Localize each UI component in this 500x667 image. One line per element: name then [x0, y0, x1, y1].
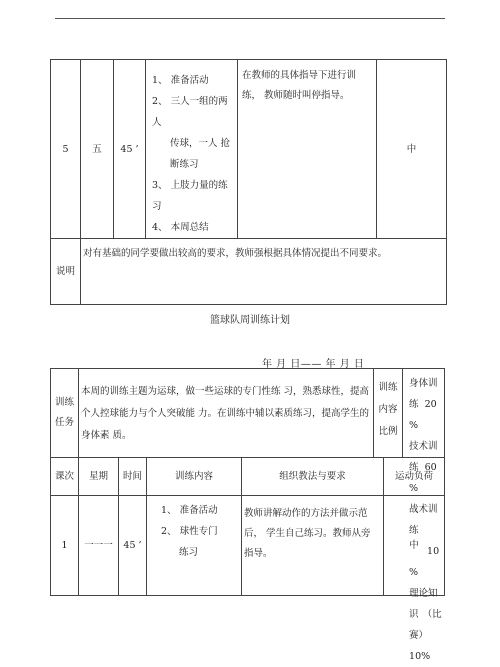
training-table-2 — [50, 368, 445, 662]
content-item: 1、 准备活动 — [152, 75, 209, 86]
content-item: 4、 本周总结 — [152, 222, 209, 233]
content-item: 传球，一人 抢 — [170, 138, 231, 149]
header-time: 时间 — [119, 458, 147, 496]
weekday: 一一一 — [79, 496, 119, 596]
training-content — [146, 60, 238, 239]
task-row — [51, 369, 445, 458]
exercise-load: 中 — [384, 496, 445, 596]
weekday: 五 — [81, 60, 114, 239]
teaching-method: 教师讲解动作的方法并做示范后， 学生自己练习。教师从旁指导。 — [242, 496, 384, 596]
content-item: 练习 — [179, 547, 199, 558]
content-item: 2、 三人一组的两 人 — [152, 96, 228, 128]
duration: 45 ’ — [119, 496, 147, 596]
header-load: 运动负荷 — [384, 458, 445, 496]
ratio-label: 训练内容比例 — [374, 369, 403, 457]
document-title: 篮球队周训练计划 — [210, 315, 290, 326]
date-range: 年 月 日—— 年 月 日 — [262, 359, 365, 370]
duration: 45 ’ — [114, 60, 146, 239]
table-row — [51, 496, 445, 596]
lesson-number: 5 — [51, 60, 81, 239]
content-item: 3、 上肢力量的练 习 — [152, 180, 228, 212]
table-row — [51, 60, 447, 239]
content-item: 断练习 — [170, 159, 199, 170]
ratio-item: 技术训练 60 % — [409, 441, 438, 494]
task-text: 本周的训练主题为运球，做一些运球的专门性练 习，熟悉球性，提高个人控球能力与个人突破能 力。在训练中辅以素质练习，提高学生的身体素 质。 — [79, 369, 374, 458]
header-weekday: 星期 — [79, 458, 119, 496]
lesson-number: 1 — [51, 496, 79, 596]
top-rule — [55, 18, 445, 19]
header-content: 训练内容 — [147, 458, 242, 496]
note-row — [51, 239, 447, 305]
header-lesson: 课次 — [51, 458, 79, 496]
ratio-item: 身体训练 20 % — [409, 378, 438, 431]
content-item: 1、 准备活动 — [161, 505, 218, 516]
exercise-load: 中 — [377, 60, 447, 239]
header-row — [51, 458, 445, 496]
teaching-method: 在教师的具体指导下进行训练， 教师随时叫停指导。 — [238, 60, 377, 239]
note-label: 说明 — [51, 239, 81, 305]
note-text: 对有基础的同学要做出较高的要求，教师强根据具体情况提出不同要求。 — [81, 239, 447, 305]
content-item: 2、 球性专门 — [161, 526, 218, 537]
ratio-item: 战术训练10 % — [409, 504, 440, 578]
training-content — [147, 496, 242, 596]
task-label: 训练任务 — [51, 369, 79, 458]
header-method: 组织教法与要求 — [242, 458, 384, 496]
ratio-item: 理论知识 （比赛）10% — [409, 588, 442, 662]
training-table-1 — [50, 59, 447, 305]
